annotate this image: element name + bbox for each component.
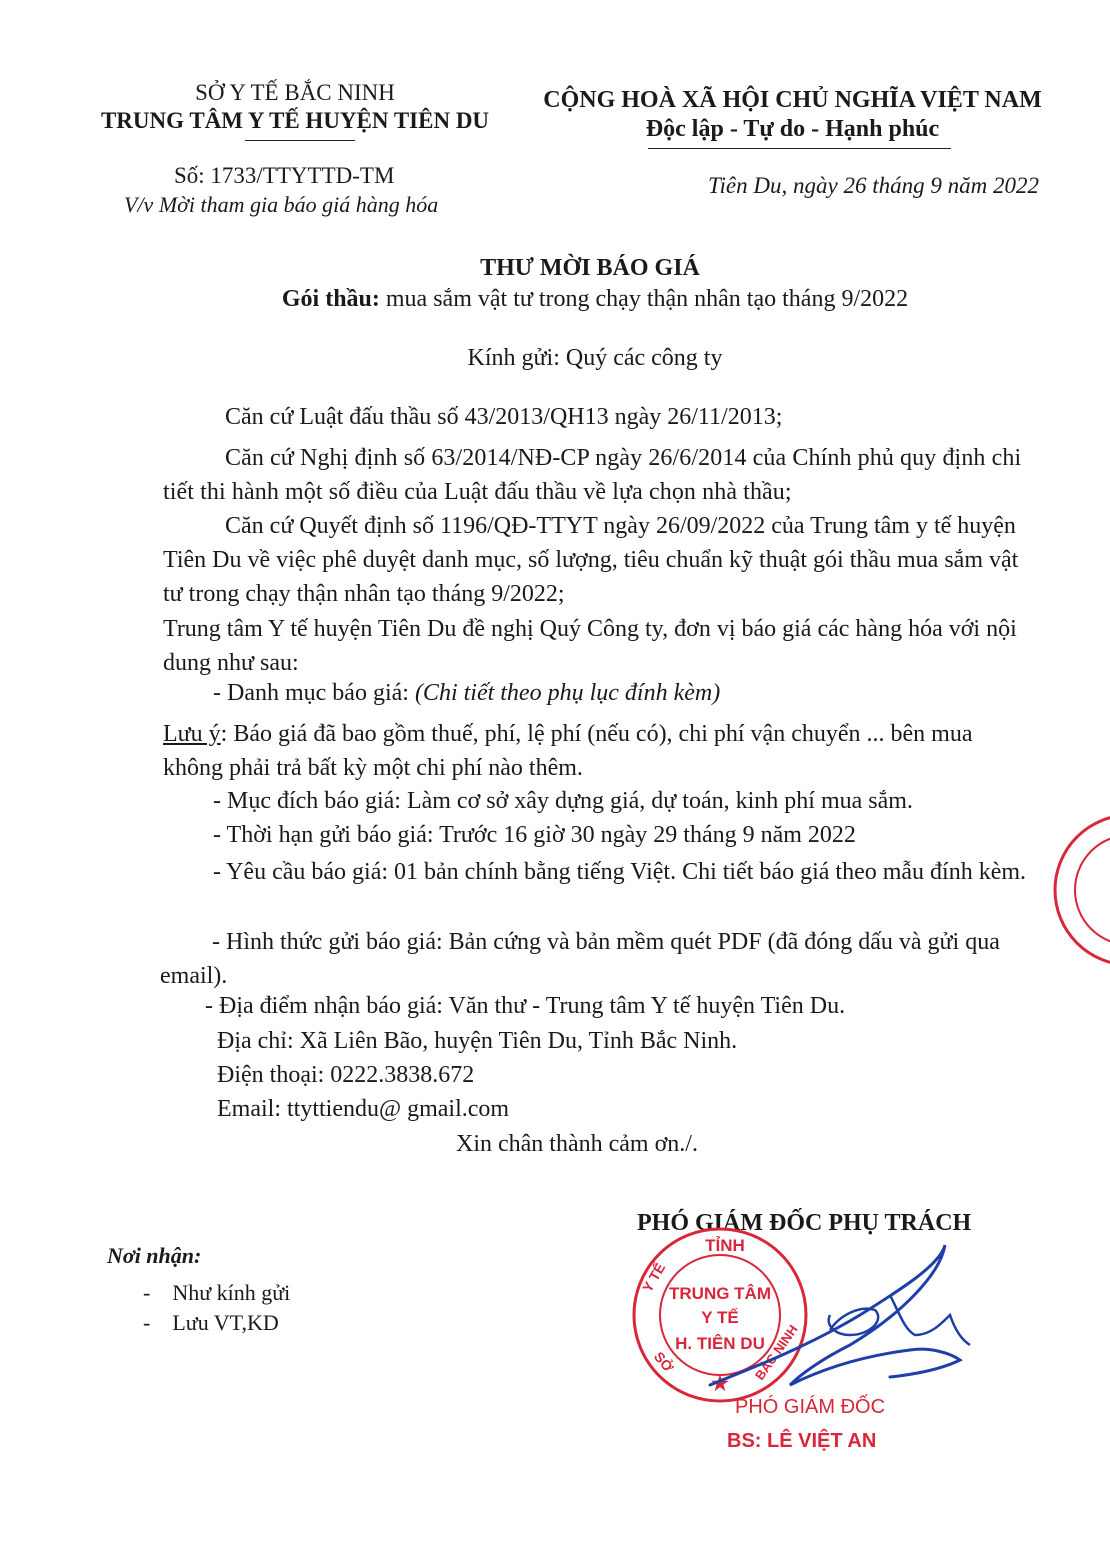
stamp-text-district: H. TIÊN DU <box>675 1334 765 1353</box>
motto-underline <box>648 148 951 149</box>
signer-position: PHÓ GIÁM ĐỐC PHỤ TRÁCH <box>637 1210 972 1236</box>
document-subject: V/v Mời tham gia báo giá hàng hóa <box>124 192 439 217</box>
page-seal-partial <box>1050 800 1110 980</box>
location-line: - Địa điểm nhận báo giá: Văn thư - Trung tâm Y tế huyện Tiên Du. <box>205 993 846 1019</box>
letter-title: THƯ MỜI BÁO GIÁ <box>480 255 700 281</box>
place-and-date: Tiên Du, ngày 26 tháng 9 năm 2022 <box>708 173 1039 198</box>
package-text: mua sắm vật tư trong chạy thận nhân tạo tháng 9/2022 <box>379 286 909 312</box>
note-label: Lưu ý <box>163 721 221 747</box>
national-motto: Độc lập - Tự do - Hạnh phúc <box>645 116 940 142</box>
stamp-star-icon: ★ <box>711 1373 729 1395</box>
package-label: Gói thầu: <box>281 286 380 312</box>
package-line <box>0 286 1110 313</box>
organization-name: TRUNG TÂM Y TẾ HUYỆN TIÊN DU <box>100 108 490 133</box>
nation-name: CỘNG HOÀ XÃ HỘI CHỦ NGHĨA VIỆT NAM <box>543 87 1042 113</box>
quote-list-detail: (Chi tiết theo phụ lục đính kèm) <box>414 680 721 706</box>
signer-name: BS: LÊ VIỆT AN <box>727 1430 877 1452</box>
salutation: Kính gửi: Quý các công ty <box>467 345 723 371</box>
parent-agency: SỞ Y TẾ BẮC NINH <box>195 80 395 105</box>
deadline-line: - Thời hạn gửi báo giá: Trước 16 giờ 30 ngày 29 tháng 9 năm 2022 <box>213 822 856 848</box>
purpose-line: - Mục đích báo giá: Làm cơ sở xây dựng giá, dự toán, kinh phí mua sắm. <box>213 788 913 814</box>
document-number: Số: 1733/TTYTTD-TM <box>174 163 395 188</box>
recipient-item: - Lưu VT,KD <box>143 1310 279 1335</box>
recipient-item: - Như kính gửi <box>143 1280 291 1305</box>
quote-list-label: - Danh mục báo giá: <box>213 680 415 706</box>
stamp-text-center: TRUNG TÂM <box>669 1284 771 1303</box>
stamp-text-province: TỈNH <box>705 1236 745 1255</box>
requirement-paragraph: - Yêu cầu báo giá: 01 bản chính bằng tiếng Việt. Chi tiết báo giá theo mẫu đính kèm. <box>213 859 1027 885</box>
closing-thanks: Xin chân thành cảm ơn./. <box>456 1131 698 1157</box>
stamp-text-so: SỞ <box>650 1348 677 1376</box>
request-intro: Trung tâm Y tế huyện Tiên Du đề nghị Quý Công ty, đơn vị báo giá các hàng hóa với nội dung như sau: <box>163 616 1017 676</box>
stamp-text-bacninh: BẮC NINH <box>751 1322 801 1383</box>
legal-basis-1: Căn cứ Luật đấu thầu số 43/2013/QH13 ngày 26/11/2013; <box>225 404 783 430</box>
address-line: Địa chỉ: Xã Liên Bão, huyện Tiên Du, Tỉnh Bắc Ninh. <box>217 1028 738 1054</box>
phone-line: Điện thoại: 0222.3838.672 <box>217 1062 475 1088</box>
org-underline <box>245 140 355 141</box>
delivery-form-paragraph: - Hình thức gửi báo giá: Bản cứng và bản mềm quét PDF (đã đóng dấu và gửi qua email). <box>160 929 1000 989</box>
legal-basis-2: Căn cứ Nghị định số 63/2014/NĐ-CP ngày 26/6/2014 của Chính phủ quy định chi tiết thi hành một số điều của Luật đấu thầu về lựa chọn nhà thầu; <box>163 445 1022 505</box>
legal-basis-3: Căn cứ Quyết định số 1196/QĐ-TTYT ngày 26/09/2022 của Trung tâm y tế huyện Tiên Du về việc phê duyệt danh mục, số lượng, tiêu chuẩn kỹ thuật gói thầu mua sắm vật tư trong chạy thận nhân tạo tháng 9/2022; <box>163 513 1019 607</box>
quote-list-line <box>213 680 720 707</box>
note-paragraph <box>163 717 1038 785</box>
handwritten-signature <box>700 1235 1000 1415</box>
stamp-text-yte: Y TẾ <box>639 1260 669 1295</box>
email-line: Email: ttyttiendu@ gmail.com <box>217 1096 510 1122</box>
issuing-organization <box>70 80 520 136</box>
national-heading <box>520 86 1065 144</box>
stamp-text-health: Y TẾ <box>701 1308 739 1327</box>
note-text: : Báo giá đã bao gồm thuế, phí, lệ phí (nếu có), chi phí vận chuyển ... bên mua không phải trả bất kỳ một chi phí nào thêm. <box>163 721 973 781</box>
stamp-subtitle: PHÓ GIÁM ĐỐC <box>735 1396 886 1418</box>
recipients-label: Nơi nhận: <box>107 1243 202 1268</box>
